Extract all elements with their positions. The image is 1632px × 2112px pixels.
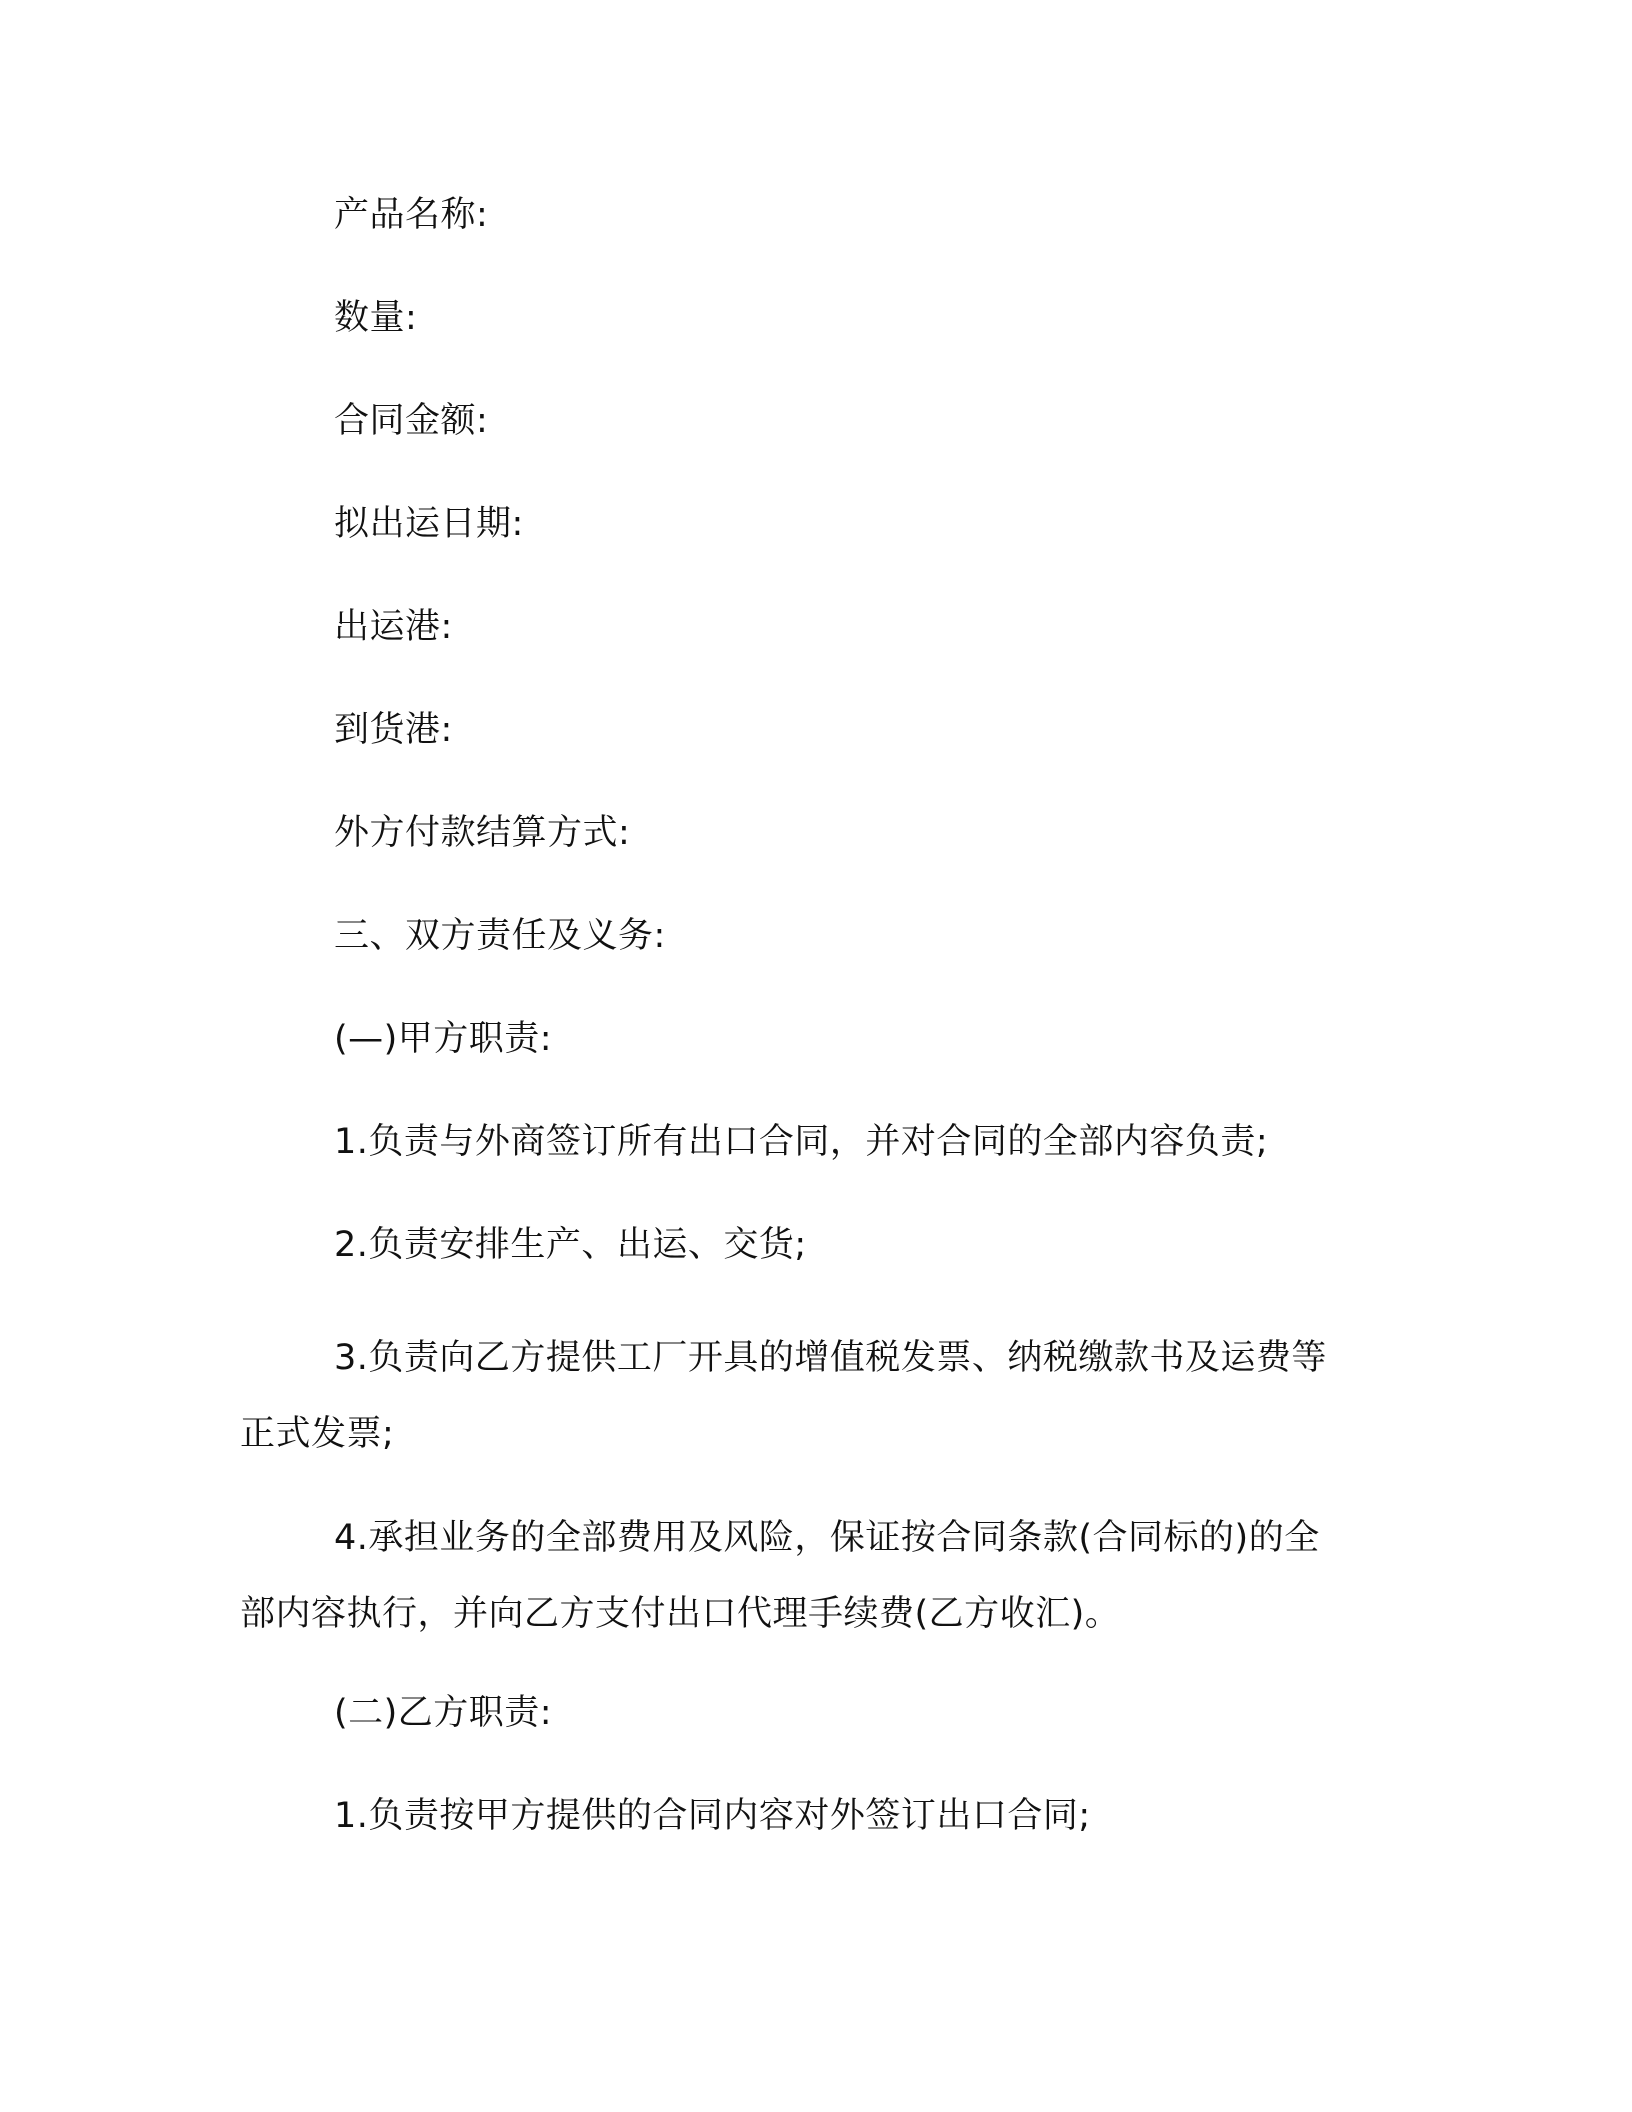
field-payment-method: 外方付款结算方式: xyxy=(334,813,631,853)
party-a-item-3-line-2: 正式发票; xyxy=(240,1414,395,1454)
field-contract-amount: 合同金额: xyxy=(334,401,489,441)
field-quantity: 数量: xyxy=(334,298,418,338)
section-three-heading: 三、双方责任及义务: xyxy=(334,916,666,956)
party-a-item-4-line-1: 4.承担业务的全部费用及风险，保证按合同条款(合同标的)的全 xyxy=(334,1518,1320,1558)
field-port-of-destination: 到货港: xyxy=(334,710,453,750)
party-a-item-4 xyxy=(240,1500,1390,1652)
party-a-item-1: 1.负责与外商签订所有出口合同，并对合同的全部内容负责; xyxy=(334,1122,1269,1162)
party-a-heading: (—)甲方职责: xyxy=(334,1019,553,1059)
party-a-item-4-line-2: 部内容执行，并向乙方支付出口代理手续费(乙方收汇)。 xyxy=(240,1594,1121,1634)
party-b-item-1: 1.负责按甲方提供的合同内容对外签订出口合同; xyxy=(334,1796,1091,1836)
field-port-of-shipment: 出运港: xyxy=(334,607,453,647)
party-a-item-3-line-1: 3.负责向乙方提供工厂开具的增值税发票、纳税缴款书及运费等 xyxy=(334,1338,1327,1378)
party-a-item-3 xyxy=(240,1320,1390,1472)
field-planned-ship-date: 拟出运日期: xyxy=(334,504,524,544)
field-product-name: 产品名称: xyxy=(334,195,489,235)
party-a-item-2: 2.负责安排生产、出运、交货; xyxy=(334,1225,807,1265)
party-b-heading: (二)乙方职责: xyxy=(334,1693,553,1733)
